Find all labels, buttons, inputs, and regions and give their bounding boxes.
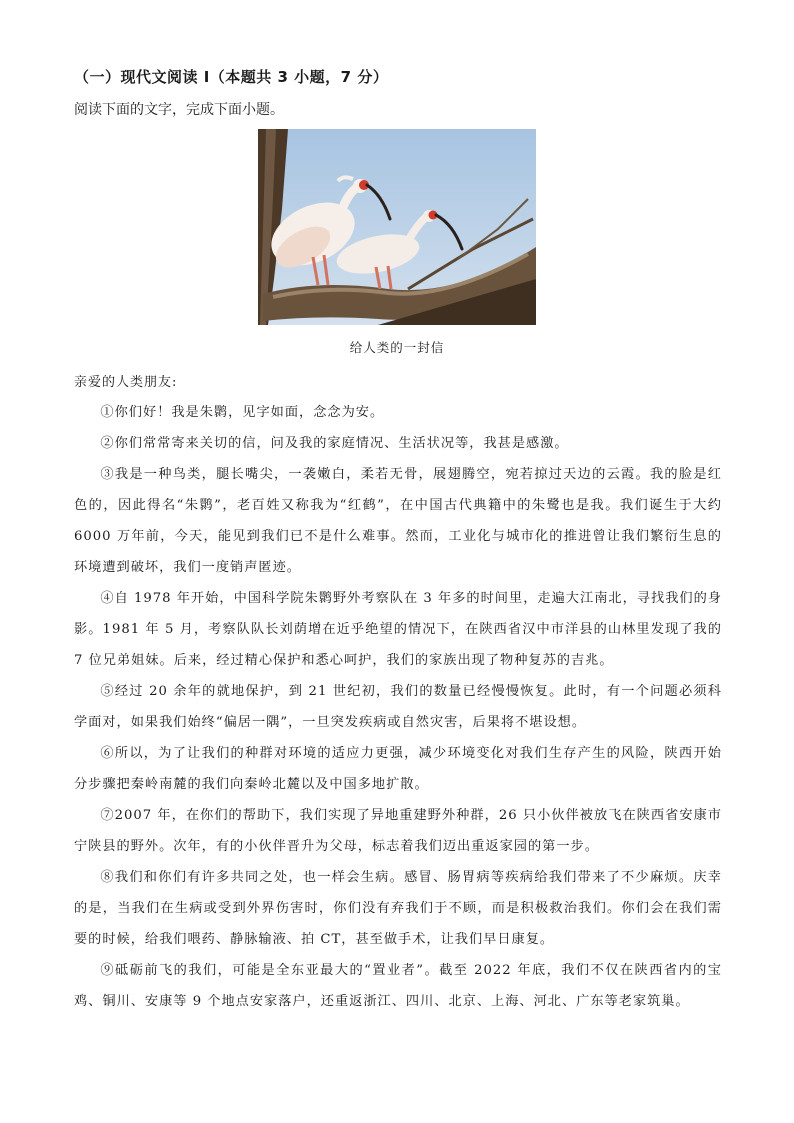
image-caption: 给人类的一封信 — [349, 340, 445, 355]
paragraph: ⑦2007 年，在你们的帮助下，我们实现了异地重建野外种群，26 只小伙伴被放飞在陕西省安康市宁陕县的野外。次年，有的小伙伴晋升为父母，标志着我们迈出重返家园的第一步。 — [74, 808, 722, 854]
paragraph: ③我是一种鸟类，腿长嘴尖，一袭嫩白，柔若无骨，展翅腾空，宛若掠过天边的云霞。我的脸是红色的，因此得名“朱鹮”，老百姓又称我为“红鹤”，在中国古代典籍中的朱鹭也是我。我们诞生于大约 6000 万年前，今天，能见到我们已不是什么难事。然而，工业化与城市化的推进曾让我们繁衍生息的环境遭到破坏，我们一度销声匿迹。 — [74, 467, 722, 575]
paragraph: ①你们好！我是朱鹮，见字如面，念念为安。 — [100, 405, 385, 420]
paragraph: ⑥所以，为了让我们的种群对环境的适应力更强，减少环境变化对我们生存产生的风险，陕西开始分步骤把秦岭南麓的我们向秦岭北麓以及中国多地扩散。 — [74, 746, 722, 792]
paragraph: ⑨砥砺前飞的我们，可能是全东亚最大的“置业者”。截至 2022 年底，我们不仅在陕西省内的宝鸡、铜川、安康等 9 个地点安家落户，还重返浙江、四川、北京、上海、河北、广东等老家筑巢。 — [74, 963, 722, 1009]
paragraph: ⑧我们和你们有许多共同之处，也一样会生病。感冒、肠胃病等疾病给我们带来了不少麻烦。庆幸的是，当我们在生病或受到外界伤害时，你们没有弃我们于不顾，而是积极救治我们。你们会在我们需要的时候，给我们喂药、静脉输液、拍 CT，甚至做手术，让我们早日康复。 — [74, 870, 722, 947]
crested-ibis-photo-icon — [258, 129, 536, 325]
reading-instruction: 阅读下面的文字，完成下面小题。 — [74, 102, 284, 118]
paragraph: ④自 1978 年开始，中国科学院朱鹮野外考察队在 3 年多的时间里，走遍大江南北，寻找我们的身影。1981 年 5 月，考察队队长刘荫增在近乎绝望的情况下，在陕西省汉中市洋县的山林里发现了我的 7 位兄弟姐妹。后来，经过精心保护和悉心呵护，我们的家族出现了物种复苏的吉兆。 — [74, 591, 722, 668]
paragraph: ②你们常常寄来关切的信，问及我的家庭情况、生活状况等，我甚是感激。 — [100, 436, 569, 451]
letter-salutation: 亲爱的人类朋友: — [74, 375, 178, 390]
section-heading: （一）现代文阅读 I（本题共 3 小题，7 分） — [74, 68, 389, 86]
paragraph: ⑤经过 20 余年的就地保护，到 21 世纪初，我们的数量已经慢慢恢复。此时，有一个问题必须科学面对，如果我们始终“偏居一隅”，一旦突发疾病或自然灾害，后果将不堪设想。 — [74, 684, 722, 730]
letter-body — [74, 397, 722, 1017]
